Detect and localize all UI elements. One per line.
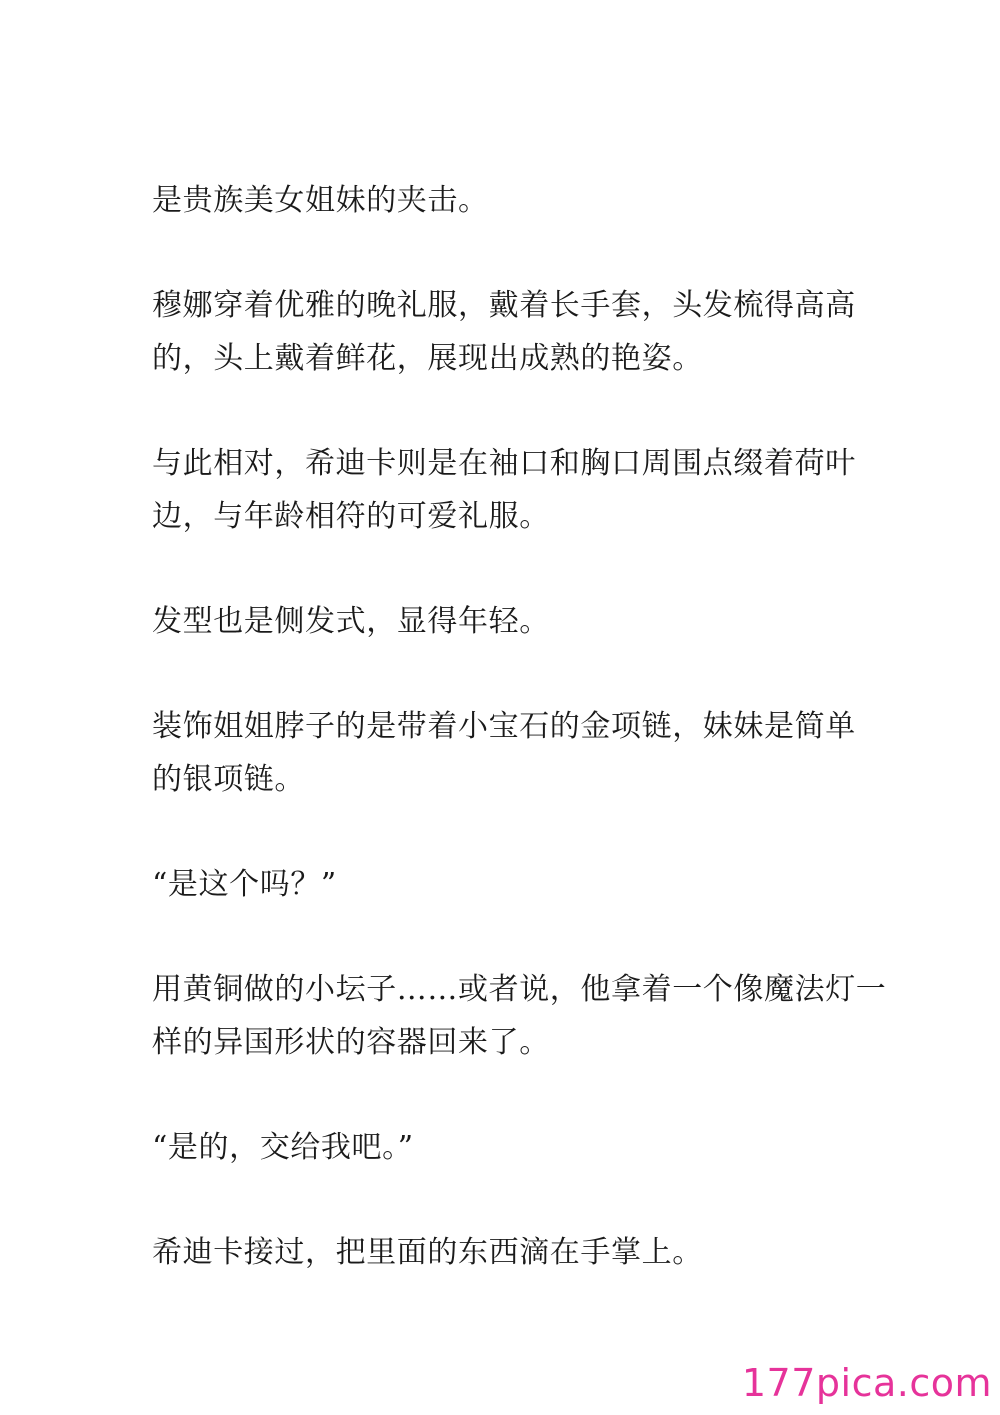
text-line: “是的，交给我吧。” <box>152 1130 414 1165</box>
text-line: “是这个吗？” <box>152 867 337 902</box>
paragraph-1 <box>152 174 852 227</box>
text-line: 边，与年龄相符的可爱礼服。 <box>152 499 550 534</box>
paragraph-5 <box>152 700 856 806</box>
text-line: 的，头上戴着鲜花，展现出成熟的艳姿。 <box>152 341 703 376</box>
paragraph-8 <box>152 1121 852 1174</box>
text-line: 的银项链。 <box>152 762 305 797</box>
paragraph-6 <box>152 858 852 911</box>
text-line: 穆娜穿着优雅的晚礼服，戴着长手套，头发梳得高高 <box>152 288 856 323</box>
text-line: 是贵族美女姐妹的夹击。 <box>152 183 489 218</box>
paragraph-7 <box>152 963 887 1069</box>
text-line: 用黄铜做的小坛子……或者说，他拿着一个像魔法灯一 <box>152 972 887 1007</box>
text-line: 发型也是侧发式，显得年轻。 <box>152 604 550 639</box>
text-line: 装饰姐姐脖子的是带着小宝石的金项链，妹妹是简单 <box>152 709 856 744</box>
text-line: 希迪卡接过，把里面的东西滴在手掌上。 <box>152 1235 703 1270</box>
paragraph-9 <box>152 1226 852 1279</box>
paragraph-4 <box>152 595 852 648</box>
text-line: 与此相对，希迪卡则是在袖口和胸口周围点缀着荷叶 <box>152 446 856 481</box>
text-line: 样的异国形状的容器回来了。 <box>152 1025 550 1060</box>
paragraph-3 <box>152 437 856 543</box>
paragraph-2 <box>152 279 856 385</box>
watermark: 177pica.com <box>741 1361 992 1405</box>
